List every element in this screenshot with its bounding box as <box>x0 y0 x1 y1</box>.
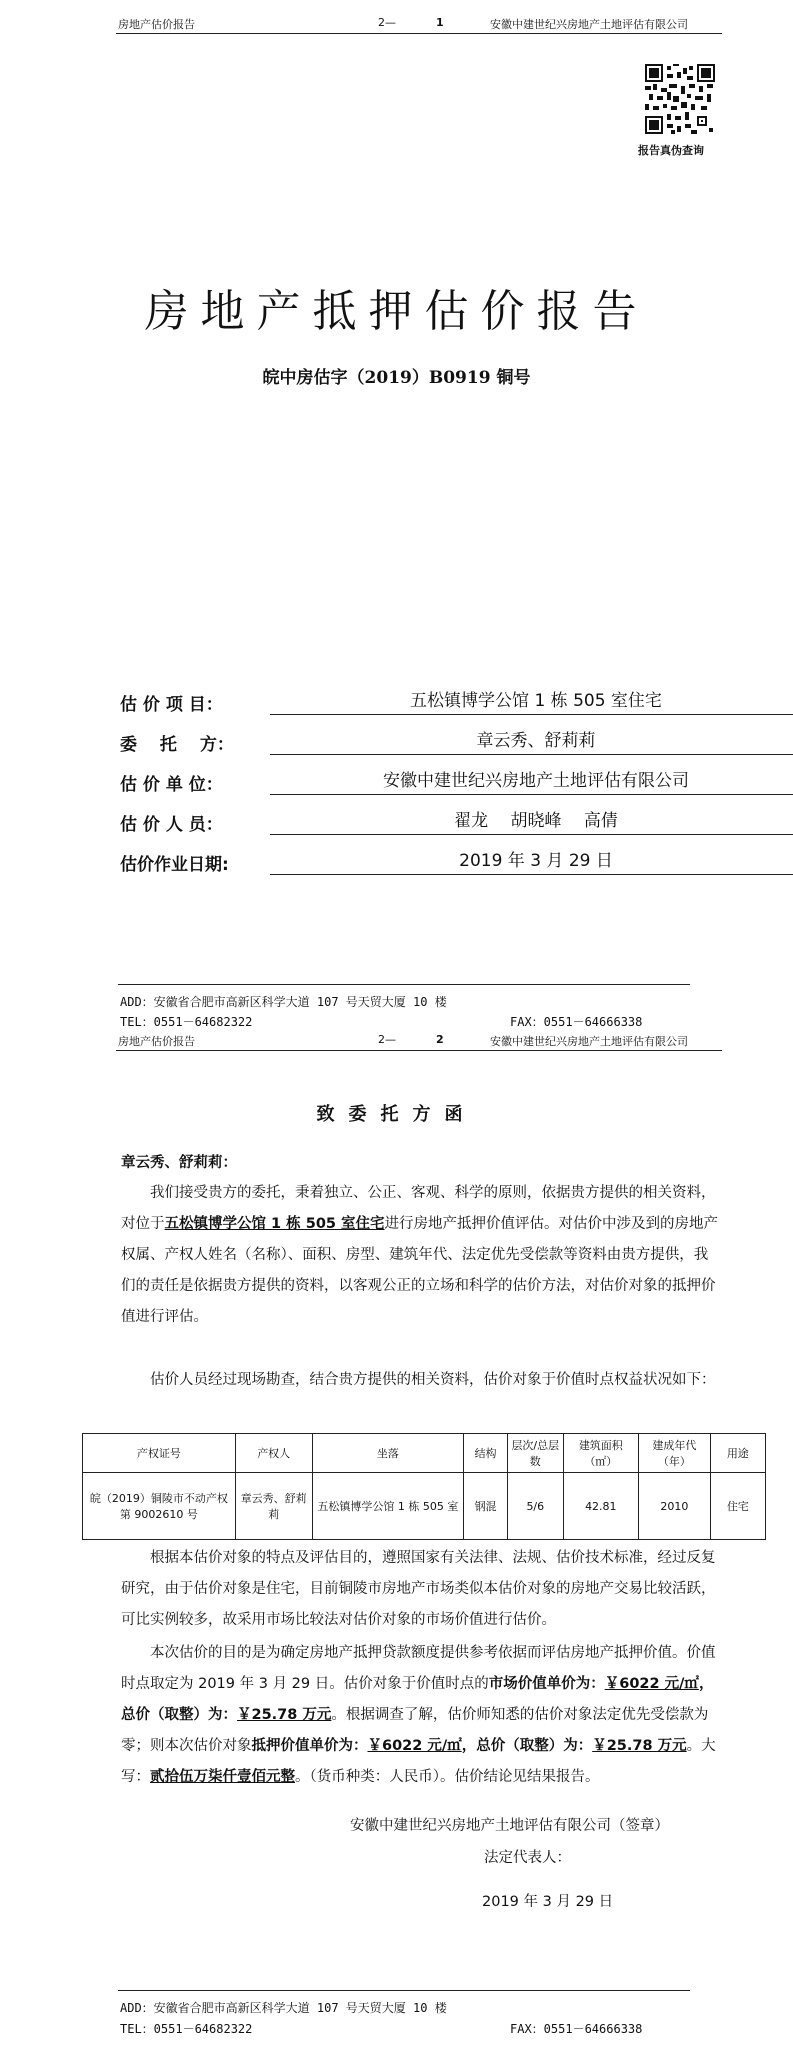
page1-header-left: 房地产估价报告 <box>118 18 195 31</box>
document-number: 皖中房估字（2019）B0919 铜号 <box>262 368 531 388</box>
salutation: 章云秀、舒莉莉： <box>121 1155 237 1171</box>
info-value-firm: 安徽中建世纪兴房地产土地评估有限公司 <box>270 770 793 795</box>
p4-text-1: 本次估价的目的是为确定房地产抵押贷款额度提供参考依据而评估房地产抵押价值。价值时点取定为 2019 年 3 月 29 日。估价对象于价值时点的 <box>121 1645 716 1692</box>
page2-footer-fax: FAX：0551－64666338 <box>510 2022 643 2036</box>
info-value-project: 五松镇博学公馆 1 栋 505 室住宅 <box>270 690 793 715</box>
property-table <box>82 1433 766 1540</box>
mortgage-unit-price-label: 抵押价值单价为： <box>251 1738 368 1754</box>
paragraph-commission <box>121 1178 719 1333</box>
table-cell: 章云秀、舒莉莉 <box>235 1473 312 1540</box>
page2-header-page-prefix: 2— <box>378 1033 396 1046</box>
p4-text-11: 。大写： <box>121 1738 716 1785</box>
page1-header-page-prefix: 2— <box>378 16 396 29</box>
signature-representative: 法定代表人： <box>484 1850 571 1866</box>
page2-header-left: 房地产估价报告 <box>118 1035 195 1048</box>
table-cell: 钢混 <box>464 1473 508 1540</box>
property-address: 五松镇博学公馆 1 栋 505 室住宅 <box>164 1216 385 1232</box>
info-value-appraisers: 翟龙 胡晓峰 高倩 <box>270 810 793 835</box>
page2-header-page-number: 2 <box>436 1033 444 1046</box>
p1-text-1: 我们接受贵方的委托，秉着独立、公正、客观、科学的原则，依据贵方提供的相关资料，对位于 <box>121 1185 716 1232</box>
table-header: 建筑面积（㎡） <box>563 1434 638 1473</box>
table-cell: 2010 <box>639 1473 711 1540</box>
table-cell: 住宅 <box>710 1473 765 1540</box>
table-header: 用途 <box>710 1434 765 1473</box>
table-cell: 5/6 <box>507 1473 563 1540</box>
info-label-project: 估 价 项 目： <box>120 695 223 715</box>
mortgage-total-label: ，总价（取整）为： <box>461 1738 593 1754</box>
market-unit-price-label: 市场价值单价为： <box>488 1676 605 1692</box>
page2-footer-rule <box>118 1990 690 1991</box>
market-unit-price: ￥6022 元/㎡ <box>604 1676 699 1692</box>
page1-header-right: 安徽中建世纪兴房地产土地评估有限公司 <box>490 18 688 31</box>
page2-footer-tel: TEL：0551－64682322 <box>120 2022 253 2036</box>
table-header-row <box>83 1434 766 1473</box>
paragraph-method: 根据本估价对象的特点及评估目的，遵照国家有关法律、法规、估价技术标准，经过反复研究，由于估价对象是住宅，目前铜陵市房地产市场类似本估价对象的房地产交易比较活跃，可比实例较多，故采用市场比较法对估价对象的市场价值进行估价。 <box>121 1550 716 1628</box>
market-total-price: ￥25.78 万元 <box>237 1707 332 1723</box>
page1-footer-tel: TEL：0551－64682322 <box>120 1015 253 1029</box>
p1-text-3: 进行房地产抵押价值评估。对估价中涉及到的房地产权属、产权人姓名（名称）、面积、房型、建筑年代、法定优先受偿款等资料由贵方提供，我们的责任是依据贵方提供的资料，以客观公正的立场和科学的估价方法，对估价对象的抵押价值进行评估。 <box>121 1216 719 1325</box>
signature-date: 2019 年 3 月 29 日 <box>482 1894 614 1910</box>
mortgage-total-price: ￥25.78 万元 <box>592 1738 687 1754</box>
page2-footer-address: ADD：安徽省合肥市高新区科学大道 107 号天贸大厦 10 楼 <box>120 2001 447 2015</box>
page1-header-rule <box>116 33 722 34</box>
p4-text-6: 。根据调查了解，估价师知悉的估价对象法定优先受偿款为零；则本次估价对象 <box>121 1707 709 1754</box>
table-row <box>83 1473 766 1540</box>
p4-text-13: 。（货币种类：人民币）。估价结论见结果报告。 <box>295 1769 600 1785</box>
paragraph-survey: 估价人员经过现场勘查，结合贵方提供的相关资料，估价对象于价值时点权益状况如下： <box>150 1372 716 1388</box>
table-header: 产权人 <box>235 1434 312 1473</box>
amount-in-words: 贰拾伍万柒仟壹佰元整 <box>150 1769 295 1785</box>
market-total-label: ，总价（取整）为： <box>121 1676 714 1723</box>
qr-caption: 报告真伪查询 <box>638 144 704 157</box>
table-header: 层次/总层数 <box>507 1434 563 1473</box>
table-cell: 五松镇博学公馆 1 栋 505 室 <box>312 1473 464 1540</box>
signature-company: 安徽中建世纪兴房地产土地评估有限公司（签章） <box>350 1818 669 1834</box>
info-value-work-date: 2019 年 3 月 29 日 <box>270 850 793 875</box>
info-label-client: 委 托 方： <box>120 735 234 755</box>
letter-title: 致委托方函 <box>316 1104 477 1125</box>
table-header: 建成年代（年） <box>639 1434 711 1473</box>
info-value-client: 章云秀、舒莉莉 <box>270 730 793 755</box>
table-cell: 皖（2019）铜陵市不动产权第 9002610 号 <box>83 1473 236 1540</box>
page1-footer-fax: FAX：0551－64666338 <box>510 1015 643 1029</box>
paragraph-valuation <box>121 1638 719 1793</box>
table-header: 结构 <box>464 1434 508 1473</box>
page1-header-page-number: 1 <box>436 16 444 29</box>
table-header: 产权证号 <box>83 1434 236 1473</box>
report-title: 房地产抵押估价报告 <box>144 286 649 337</box>
mortgage-unit-price: ￥6022 元/㎡ <box>367 1738 462 1754</box>
table-cell: 42.81 <box>563 1473 638 1540</box>
info-label-appraisers: 估 价 人 员： <box>120 815 223 835</box>
qr-code-icon[interactable] <box>645 64 715 134</box>
page1-footer-address: ADD：安徽省合肥市高新区科学大道 107 号天贸大厦 10 楼 <box>120 995 447 1009</box>
table-header: 坐落 <box>312 1434 464 1473</box>
page1-footer-rule <box>118 984 690 985</box>
page2-header-right: 安徽中建世纪兴房地产土地评估有限公司 <box>490 1035 688 1048</box>
info-label-work-date: 估价作业日期: <box>120 855 229 875</box>
info-label-firm: 估 价 单 位： <box>120 775 223 795</box>
page2-header-rule <box>116 1050 722 1051</box>
